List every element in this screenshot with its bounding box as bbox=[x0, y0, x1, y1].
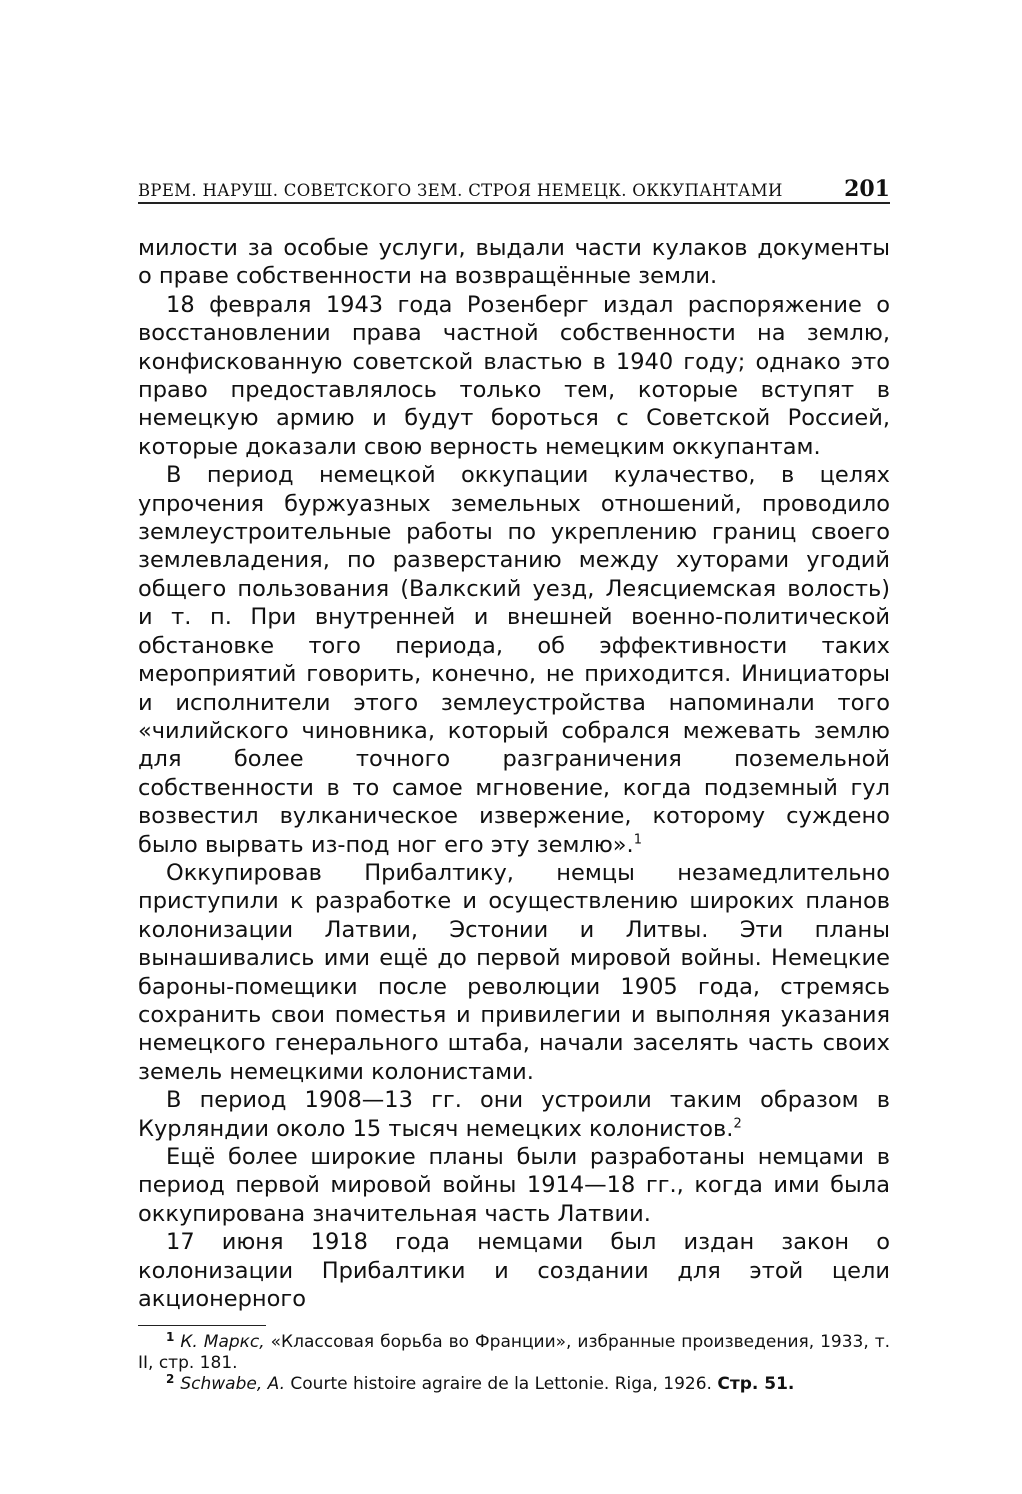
paragraph bbox=[138, 1228, 890, 1313]
paragraph-text: Ещё более широкие планы были разработаны немцами в период первой мировой войны 1914—18 гг., когда ими была оккупирована значительная часть Латвии. bbox=[138, 1144, 890, 1227]
footnote-mark: 2 bbox=[166, 1371, 175, 1386]
paragraph-text: 18 февраля 1943 года Розенберг издал распоряжение о восстановлении права частной собственности на землю, конфискованную советской властью в 1940 году; однако это право предоставлялось только тем, которые вступят в немецкую армию и будут бороться с Советской Россией, которые доказали свою верность немецким оккупантам. bbox=[138, 291, 890, 460]
paragraph-text: В период 1908—13 гг. они устроили таким образом в Курляндии около 15 тысяч немецких колонистов. bbox=[138, 1087, 890, 1142]
footnote-divider bbox=[138, 1325, 266, 1326]
paragraph bbox=[138, 461, 890, 859]
footnote-tail: Стр. 51. bbox=[717, 1374, 795, 1395]
footnote-text: Courte histoire agraire de la Lettonie. Riga, 1926. bbox=[290, 1374, 712, 1395]
paragraph-text: Оккупировав Прибалтику, немцы незамедлительно приступили к разработке и осуществлению широких планов колонизации Латвии, Эстонии и Литвы. Эти планы вынашивались ими ещё до первой мировой войны. Немецкие бароны-помещики после революции 1905 года, стремясь сохранить свои поместья и привилегии и выполняя указания немецкого генерального штаба, начали заселять часть своих земель немецкими колонистами. bbox=[138, 859, 890, 1085]
body-text bbox=[138, 234, 890, 1313]
footnotes bbox=[138, 1329, 890, 1395]
footnote-author: Schwabe, A. bbox=[180, 1374, 285, 1395]
footnote-text: «Классовая борьба во Франции», избранные произведения, 1933, т. II, стр. 181. bbox=[138, 1332, 890, 1374]
footnote-mark: 1 bbox=[166, 1329, 175, 1344]
paragraph bbox=[138, 234, 890, 291]
page-number: 201 bbox=[844, 176, 890, 202]
paragraph bbox=[138, 291, 890, 461]
paragraph-text: В период немецкой оккупации кулачество, в целях упрочения буржуазных земельных отношений, проводило землеустроительные работы по укреплению границ своего землевладения, по разверстанию между хуторами угодий общего пользования (Валкский уезд, Леясциемская волость) и т. п. При внутренней и внешней военно-политической обстановке того периода, об эффективности таких мероприятий говорить, конечно, не приходится. Инициаторы и исполнители этого землеустройства напоминали того «чилийского чиновника, который собрался межевать землю для более точного разграничения поземельной собственности в то самое мгновение, когда подземный гул возвестил вулканическое извержение, которому суждено было вырвать из-под ног его эту землю». bbox=[138, 462, 890, 858]
paragraph bbox=[138, 1143, 890, 1228]
footnote bbox=[138, 1371, 890, 1395]
paragraph-text: 17 июня 1918 года немцами был издан закон о колонизации Прибалтики и создании для этой цели акционерного bbox=[138, 1229, 890, 1313]
running-title: ВРЕМ. НАРУШ. СОВЕТСКОГО ЗЕМ. СТРОЯ НЕМЕЦК. ОККУПАНТАМИ bbox=[138, 181, 783, 200]
page-content bbox=[138, 170, 890, 1395]
paragraph bbox=[138, 1086, 890, 1143]
footnote-ref: 2 bbox=[733, 1116, 742, 1132]
footnote-author: К. Маркс, bbox=[180, 1332, 265, 1353]
footnote bbox=[138, 1329, 890, 1374]
running-header bbox=[138, 170, 890, 204]
paragraph-text: милости за особые услуги, выдали части кулаков документы о праве собственности на возвращённые земли. bbox=[138, 235, 890, 290]
footnote-ref: 1 bbox=[633, 832, 642, 848]
paragraph bbox=[138, 859, 890, 1086]
